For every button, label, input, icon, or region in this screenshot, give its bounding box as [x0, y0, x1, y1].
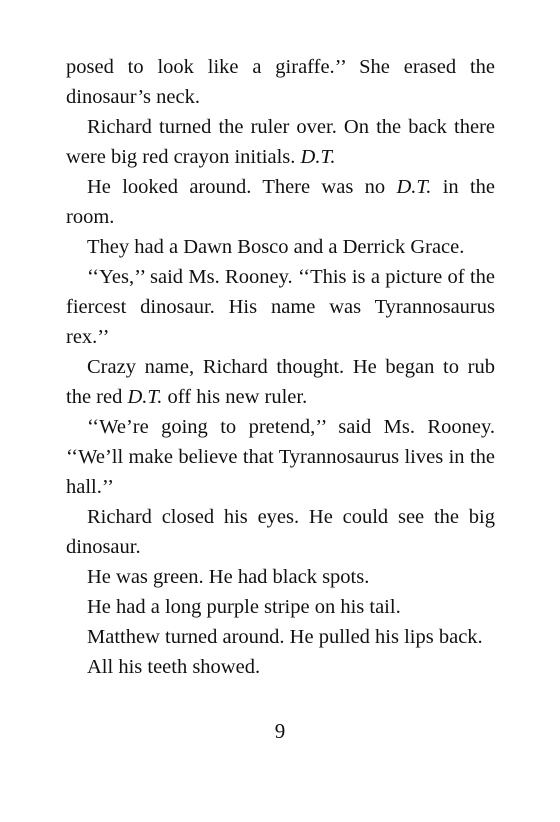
paragraph-text: ‘‘We’re going to pretend,’’ said Ms. Rooney. ‘‘We’ll make believe that Tyrannosaurus lives in the hall.’’	[66, 416, 495, 498]
paragraph	[66, 112, 495, 172]
italic-text: D.T.	[127, 386, 163, 408]
paragraph	[66, 622, 495, 652]
paragraph-text: He was green. He had black spots.	[87, 566, 370, 588]
paragraph	[66, 412, 495, 502]
paragraph	[66, 352, 495, 412]
italic-text: D.T.	[300, 146, 336, 168]
paragraph-text: He had a long purple stripe on his tail.	[87, 596, 401, 618]
paragraph	[66, 262, 495, 352]
paragraph	[66, 592, 495, 622]
paragraph	[66, 562, 495, 592]
body-text	[66, 52, 495, 682]
paragraph-text: Richard turned the ruler over. On the back there were big red crayon initials.	[66, 116, 495, 168]
paragraph-text: ‘‘Yes,’’ said Ms. Rooney. ‘‘This is a picture of the fiercest dinosaur. His name was Tyrannosaurus rex.’’	[66, 266, 495, 348]
paragraph-text: posed to look like a giraffe.’’ She erased the dinosaur’s neck.	[66, 56, 495, 108]
paragraph-text: Crazy name, Richard thought. He began to rub the red	[66, 356, 495, 408]
paragraph	[66, 232, 495, 262]
paragraph-text: They had a Dawn Bosco and a Derrick Grace.	[87, 236, 465, 258]
paragraph-text: He looked around. There was no	[87, 176, 397, 198]
paragraph-text: Richard closed his eyes. He could see the big dinosaur.	[66, 506, 495, 558]
paragraph-text: in the room.	[66, 176, 495, 228]
page-number: 9	[274, 719, 286, 743]
paragraph-text: off his new ruler.	[162, 386, 308, 408]
paragraph-text: Matthew turned around. He pulled his lips back.	[87, 626, 483, 648]
paragraph	[66, 652, 495, 682]
paragraph-text: All his teeth showed.	[87, 656, 261, 678]
italic-text: D.T.	[396, 176, 432, 198]
paragraph	[66, 502, 495, 562]
paragraph	[66, 52, 495, 112]
paragraph	[66, 172, 495, 232]
